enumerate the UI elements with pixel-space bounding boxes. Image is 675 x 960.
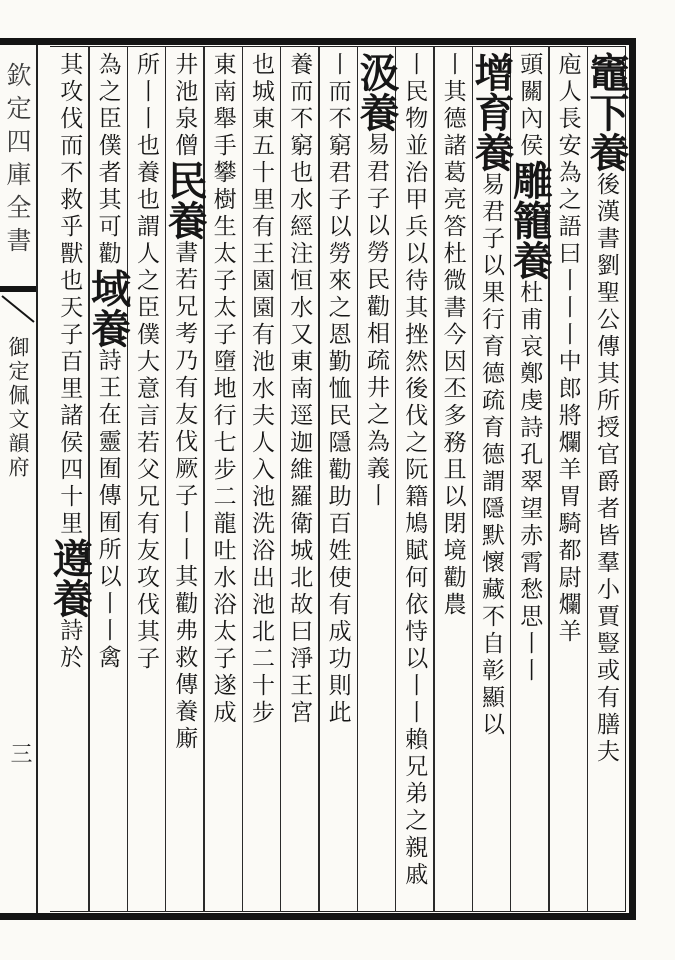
page-number: 三 (7, 742, 32, 764)
text-column (549, 52, 585, 908)
text-column (319, 52, 355, 908)
entry-heading: 增育養 (467, 52, 515, 172)
collection-title: 欽定四庫全書 (3, 62, 32, 260)
entry-text: 所丨丨也 (132, 52, 159, 160)
entry-heading: 汲養 (352, 52, 400, 132)
entry-text: 庖人長安為之語曰丨丨丨中郎將爛羊胃騎都尉爛羊 (554, 52, 581, 646)
entry-text: 後漢書劉聖公傳其所授官爵者皆羣小賈豎或有膳夫 (592, 172, 619, 766)
entry-text: 為之臣僕者其可勸 (94, 52, 121, 268)
entry-text: 易君子以勞民勸相疏井之為義丨 (362, 132, 389, 510)
entry-text: 養而不窮也水經注恒水又東南逕迦維羅衛城北故曰淨王宮 (286, 52, 313, 727)
text-column (582, 52, 630, 908)
entry-text: 丨而不窮君子以勞來之恩勤恤民隱勸助百姓使有成功則此 (324, 52, 351, 727)
text-column (506, 52, 554, 908)
entry-text: 詩於 (56, 618, 83, 672)
entry-text: 養也謂人之臣僕大意言若父兄有友攻伐其子 (132, 160, 159, 673)
entry-text: 詩王在靈囿傳囿所以丨丨禽 (94, 348, 121, 672)
entry-text: 井池泉僧 (171, 52, 198, 160)
text-column (46, 52, 94, 908)
book-title: 御定佩文韻府 (6, 336, 30, 480)
entry-text: 杜甫哀鄭虔詩孔翠望赤霄愁思丨丨 (516, 280, 543, 685)
entry-text: 丨民物並治甲兵以待其挫然後伐之阮籍鳩賦何依恃以丨丨賴兄弟之親戚 (401, 52, 428, 889)
text-column (281, 52, 317, 908)
text-column (434, 52, 470, 908)
text-column (243, 52, 279, 908)
entry-heading: 竈下養 (582, 52, 630, 172)
text-column (396, 52, 432, 908)
entry-text: 易君子以果行育德疏育德謂隱默懷藏不自彰顯以 (477, 172, 504, 739)
fishtail-icon (2, 296, 34, 324)
entry-text: 頭關內侯 (516, 52, 543, 160)
entry-heading: 遵養 (46, 538, 94, 618)
text-column (161, 52, 209, 908)
entry-text: 其攻伐而不救乎 (56, 52, 83, 241)
text-column (84, 52, 132, 908)
entry-text: 丨其德諸葛亮答杜微書今因丕多務且以閉境勸農 (439, 52, 466, 619)
entry-text: 也城東五十里有王園園有池水夫人入池洗浴出池北二十步 (247, 52, 274, 727)
text-column (467, 52, 515, 908)
text-column (128, 52, 164, 908)
entry-text: 獸也天子百里諸侯四十里 (56, 241, 83, 538)
entry-heading: 民養 (161, 160, 209, 240)
text-column (204, 52, 240, 908)
text-column (352, 52, 400, 908)
entry-heading: 雕籠養 (506, 160, 554, 280)
entry-text: 書若兄考乃有友伐厥子丨丨其勸弗救傳養廝 (171, 240, 198, 753)
entry-heading: 域養 (84, 268, 132, 348)
entry-text: 東南舉手攀樹生太子太子墮地行七步二龍吐水浴太子遂成 (209, 52, 236, 727)
